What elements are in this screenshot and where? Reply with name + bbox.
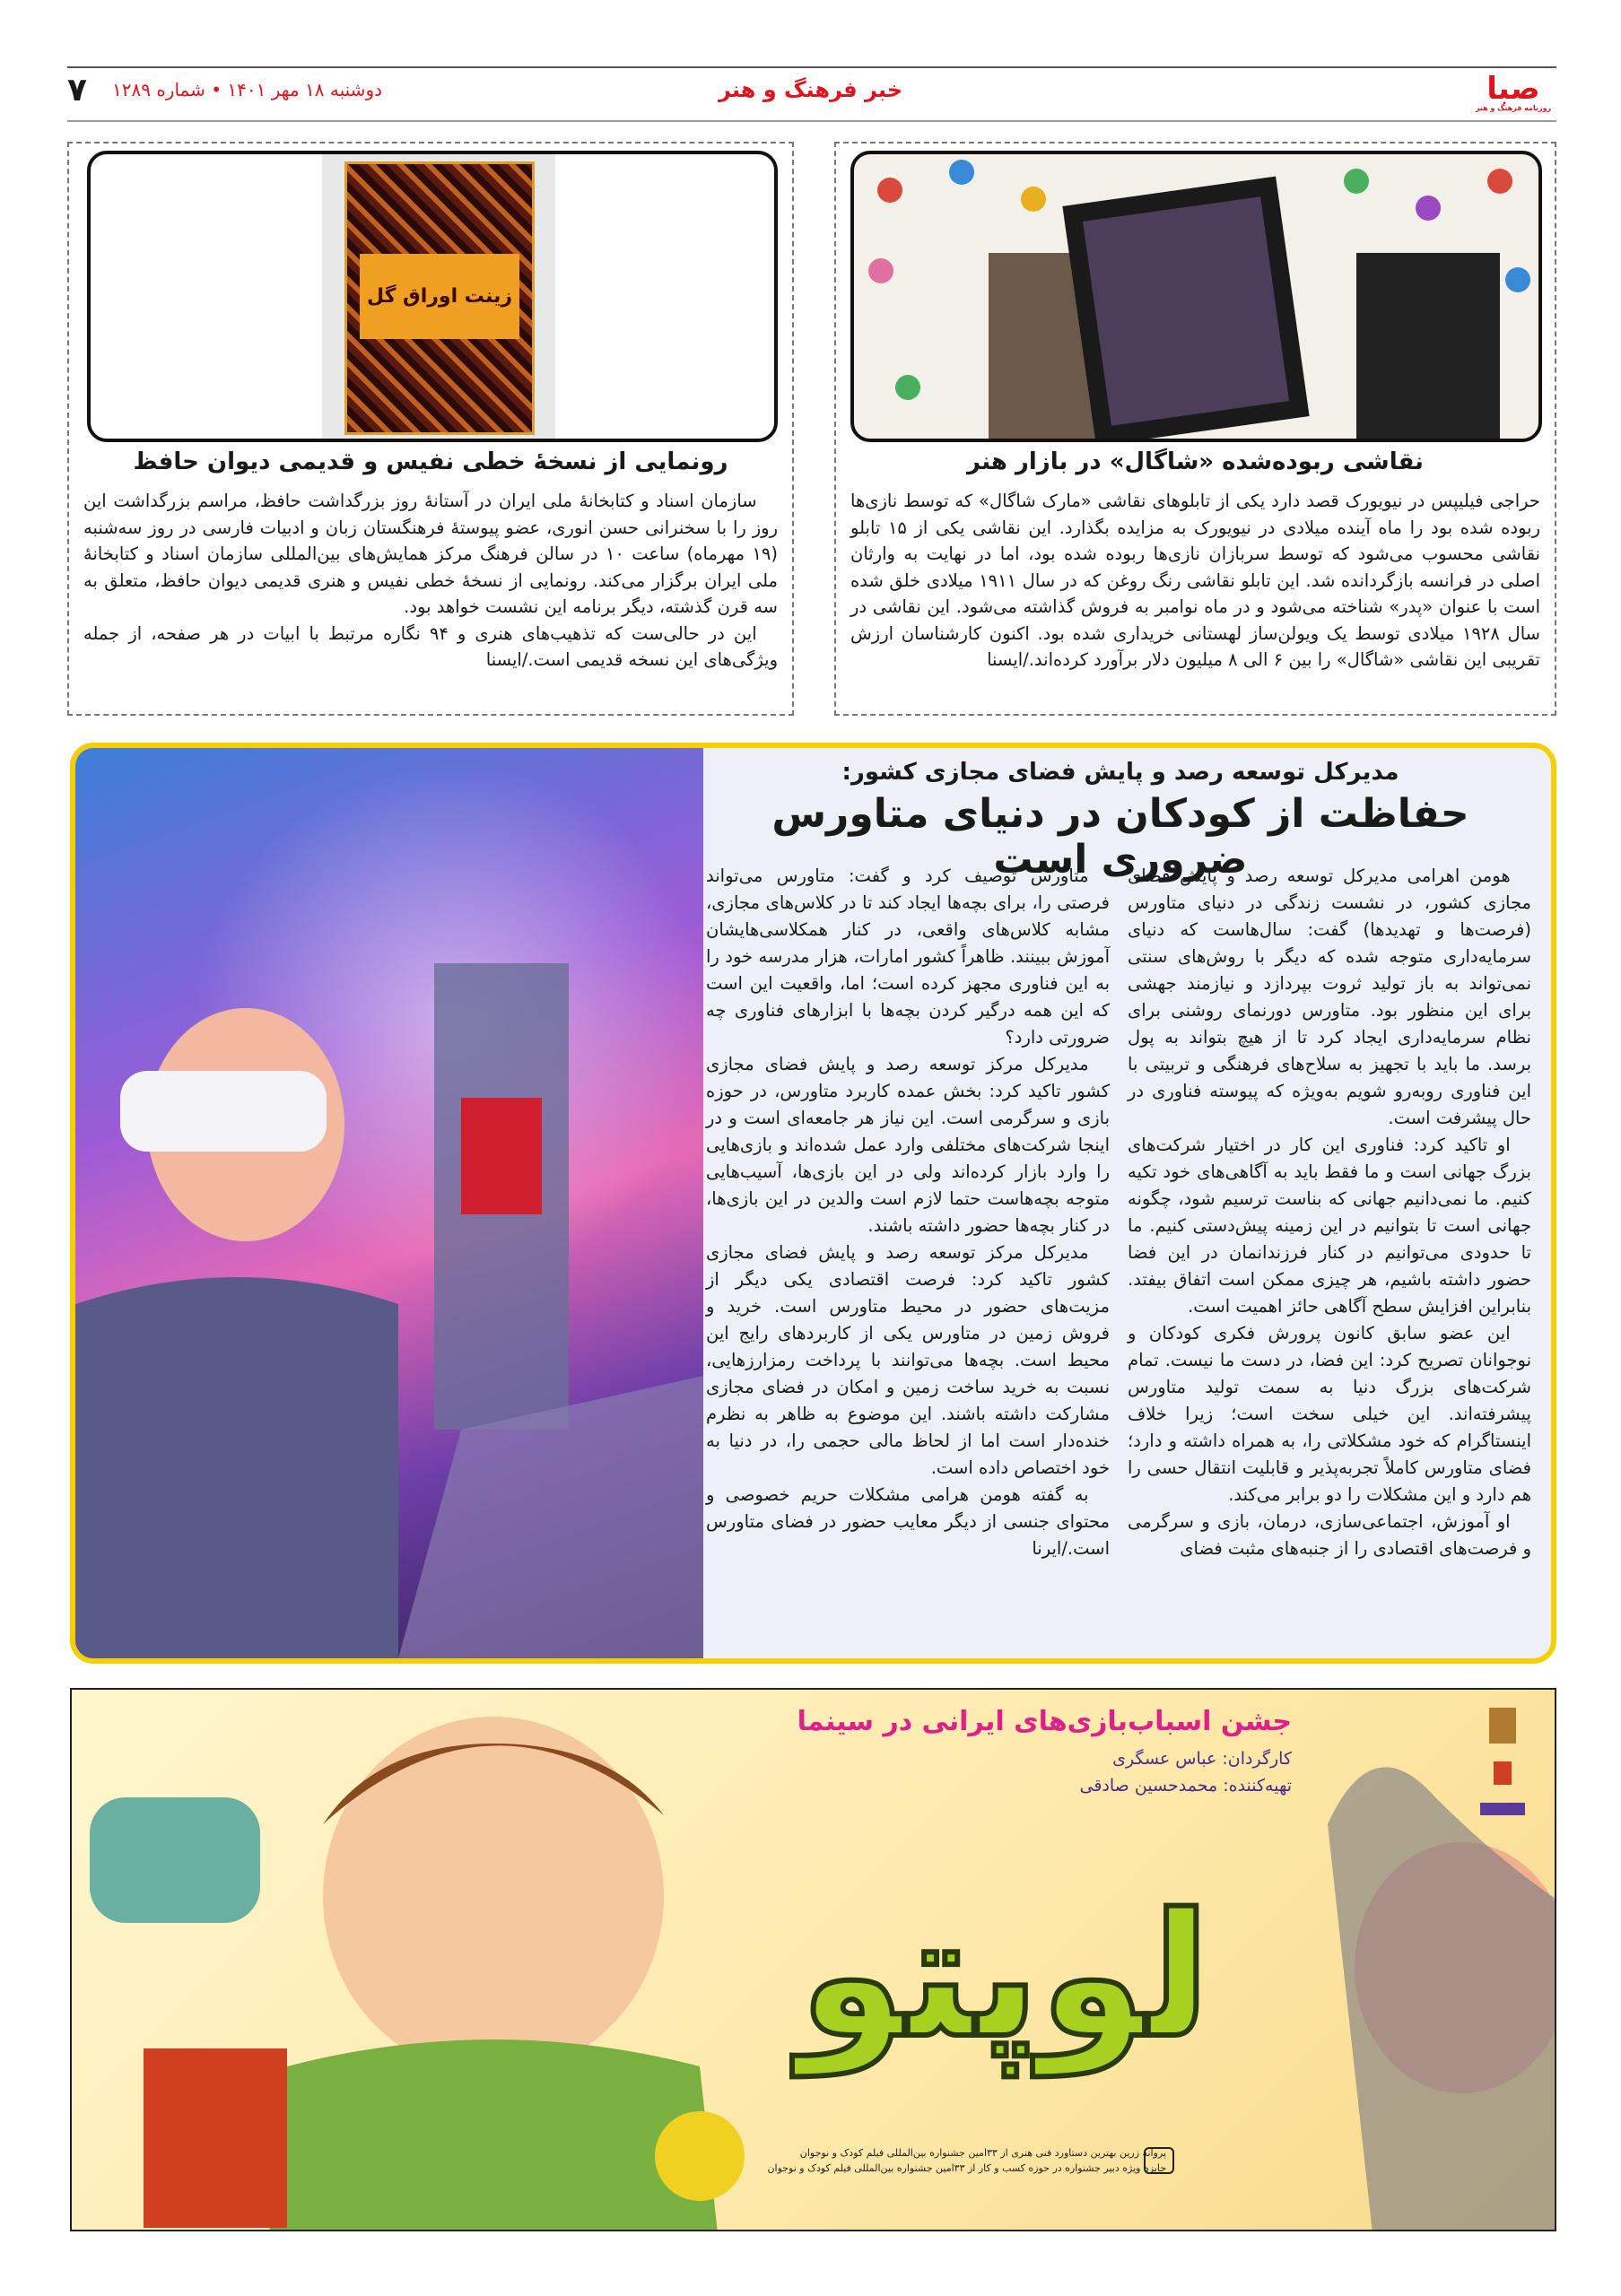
toy-character: [90, 1797, 260, 1923]
book-photo: [87, 151, 778, 442]
feature-article-metaverse: [70, 743, 1556, 1664]
feature-column-2: متاورس توصیف کرد و گفت: متاورس می‌تواند فرصتی را، برای بچه‌ها ایجاد کند تا در کلاس‌های مجازی، مشابه کلاس‌های واقعی، در کنار همکلاسی‌هایشان آموزش ببینند. ظاهراً کشور امارات، هزار مدرسه خود را به این فناوری مجهز کرده است؛ اما، واقعیت این است که این همه درگیر کردن بچه‌ها با ابزارهای فناوری چه ضرورتی دارد؟ مدیرکل مرکز توسعه رصد و پایش فضای مجازی کشور تاکید کرد: بخش عمده کاربرد متاورس، در حوزه بازی و سرگرمی است. این نیاز هر جامعه‌ای است و در اینجا شرکت‌های مختلفی وارد عمل شده‌اند و بازی‌هایی را وارد بازار کرده‌اند ولی در این بازی‌ها، آسیب‌هایی متوجه بچه‌هاست حتما لازم است والدین در این بازی‌ها، در کنار بچه‌ها حضور داشته باشند. مدیرکل مرکز توسعه رصد و پایش فضای مجازی کشور تاکید کرد: فرصت اقتصادی یکی دیگر از مزیت‌های حضور در محیط متاورس است. خرید و فروش زمین در متاورس یکی از کاربردهای رایج این محیط است. بچه‌ها می‌توانند با پرداخت رمزارزهایی، نسبت به خرید ساخت زمین و امکان در فضای مجازی مشارکت داشته باشند. این موضوع به ظاهر به نظرم خنده‌دار است اما از لحاظ مالی حجمی را، در دنیا به خود اختصاص داده است. به گفته هومن هرامی مشکلات حریم خصوصی و محتوای جنسی از دیگر معایب حضور در فضای متاورس است./ایرنا: [706, 865, 1110, 1559]
dateline: دوشنبه ۱۸ مهر ۱۴۰۱ • شماره ۱۲۸۹: [112, 79, 383, 100]
section-title: خبر فرهنگ و هنر: [718, 77, 903, 102]
sponsor-logo-icon: [1494, 1761, 1512, 1785]
ad-tagline: جشن اسباب‌بازی‌های ایرانی در سینما: [797, 1706, 1292, 1737]
award-credits: پروانه زرین بهترین دستاورد فنی هنری از ۳۳امین جشنواره بین‌المللی فیلم کودک و نوجوان جایزه ویژه دبیر جشنواره در حوزه کسب و کار از ۳۳امین جشنواره بین‌المللی فیلم کودک و نوجوان: [767, 2147, 1166, 2174]
vr-headset-icon: [120, 1071, 327, 1152]
page-number: ۷: [67, 72, 87, 109]
kicker: مدیرکل توسعه رصد و پایش فضای مجازی کشور:: [841, 759, 1399, 786]
newspaper-logo[interactable]: صبا روزنامه فرهنگ و هنر: [1475, 71, 1552, 112]
boy-shirt: [75, 1277, 398, 1658]
sponsor-logo-icon: [1480, 1803, 1525, 1815]
feature-column-1: هومن اهرامی مدیرکل توسعه رصد و پایش فضای مجازی کشور، در نشست زندگی در دنیای متاورس (فرصت‌ها و تهدیدها) گفت: سال‌هاست که دنیای سرمایه‌داری متوجه شده که دیگر با روش‌های سنتی نمی‌تواند به باز تولید ثروت بپردازد و نیازمند جهشی برای این منظور بود. متاورس دورنمای روشنی برای نظام سرمایه‌داری ایجاد کرد تا از هیچ بتواند به پول برسد. ما باید با تجهیز به سلاح‌های فرهنگی و تربیتی با این فناوری روبه‌رو شویم به‌ویژه که پیوسته فناوری در حال پیشرفت است. او تاکید کرد: فناوری این کار در اختیار شرکت‌های بزرگ جهانی است و ما فقط باید به آگاهی‌های خود تکیه کنیم. ما نمی‌دانیم جهانی که بناست ترسیم شود، چگونه جهانی است تا بتوانیم در این زمینه پیش‌دستی کنیم. ما تا حدودی می‌توانیم در کنار فرزندانمان در این فضا حضور داشته باشیم، هر چیزی ممکن است اتفاق بیفتد. بنابراین افزایش سطح آگاهی حائز اهمیت است. این عضو سابق کانون پرورش فکری کودکان و نوجوانان تصریح کرد: این فضا، در دست ما نیست. تمام شرکت‌های بزرگ دنیا به سمت تولید متاورس پیشرفته‌اند. این خیلی سخت است؛ زیرا خلاف اینستاگرام که خود مشکلاتی را، به همراه داشته و دارد؛ فضای متاورس کاملاً تجربه‌پذیر و قابلیت انتقال حسی را هم دارد و این مشکلات را دو برابر می‌کند. او آموزش، اجتماعی‌سازی، درمان، بازی و سرگرمی و فرصت‌های اقتصادی را از جنبه‌های مثبت فضای: [1128, 865, 1531, 1559]
photo-shapes: [75, 748, 703, 1658]
article-body: سازمان اسناد و کتابخانهٔ ملی ایران در آستانهٔ روز بزرگداشت حافظ، مراسم بزرگداشت این روز را با سخنرانی حسن انوری، عضو پیوستهٔ فرهنگستان زبان و ادبیات فارسی در روز سه‌شنبه (۱۹ مهرماه) ساعت ۱۰ در سالن فرهنگ مرکز همایش‌های بین‌المللی سازمان اسناد و کتابخانهٔ ملی ایران برگزار می‌کند. رونمایی از نسخهٔ خطی نفیس و هنری قدیمی دیوان حافظ، متعلق به سه قرن گذشته، دیگر برنامه این نشست خواهد بود. این در حالی‌ست که تذهیب‌های هنری و ۹۴ نگاره مرتبط با ابیات در هر صفحه، از جمله ویژگی‌های این نسخه قدیمی است./ایسنا: [83, 491, 779, 670]
film-advertisement[interactable]: [70, 1688, 1556, 2231]
boy-shirt: [269, 2039, 718, 2231]
painting-the-father: [1083, 196, 1289, 426]
header-bottom-rule: [67, 120, 1556, 122]
red-sign: [461, 1098, 542, 1214]
film-title-logo: لوپتو: [798, 1877, 1211, 2075]
boy-character-face: [323, 1717, 664, 2075]
polka-dot-background: [854, 154, 1542, 442]
article-title: رونمایی از نسخهٔ خطی نفیس و قدیمی دیوان حافظ: [133, 448, 728, 475]
ad-producer: تهیه‌کننده: محمدحسین صادقی: [1079, 1776, 1292, 1796]
headline: حفاظت از کودکان در دنیای متاورس ضروری است: [771, 791, 1469, 883]
article-chagall: [834, 142, 1556, 716]
article-body: حراجی فیلیپس در نیویورک قصد دارد یکی از تابلوهای نقاشی «مارک شاگال» که توسط نازی‌ها ربوده شده بود را ماه آینده میلادی در نیویورک به مزایده بگذارد. این نقاشی یکی از ۱۵ تابلو نقاشی محسوب می‌شود که توسط سربازان نازی‌ها ربوده شده بود، اما در نهایت به وارثان اصلی در فرانسه بازگردانده شد. این تابلو نقاشی رنگ روغن که در سال ۱۹۱۱ میلادی خلق شده است با عنوان «پدر» شناخته می‌شود و در ماه نوامبر به فروش گذاشته می‌شود. این نقاشی در سال ۱۹۲۸ میلادی توسط یک ویولن‌ساز لهستانی خریداری شده بود. اکنون کارشناسان ارزش تقریبی این نقاشی «شاگال» را بین ۶ الی ۸ میلیون دلار برآورد کرده‌اند./ایسنا: [850, 491, 1541, 670]
book-cover-title: زینت اوراق گل: [360, 254, 519, 339]
film-reel-award-icon: [1144, 2147, 1174, 2174]
sponsor-logo-icon: [1489, 1708, 1516, 1744]
chagall-photo: [850, 151, 1542, 442]
sponsor-logos: [1471, 1708, 1534, 1860]
toy-robot: [144, 2048, 287, 2228]
vr-city-photo: [75, 748, 703, 1658]
header-top-rule: [67, 66, 1556, 68]
article-title: نقاشی ربوده‌شده «شاگال» در بازار هنر: [967, 448, 1424, 475]
article-hafez: [67, 142, 794, 716]
ad-director: کارگردان: عباس عسگری: [1112, 1749, 1292, 1769]
man-right: [1356, 253, 1500, 442]
book-cover: [344, 161, 535, 435]
